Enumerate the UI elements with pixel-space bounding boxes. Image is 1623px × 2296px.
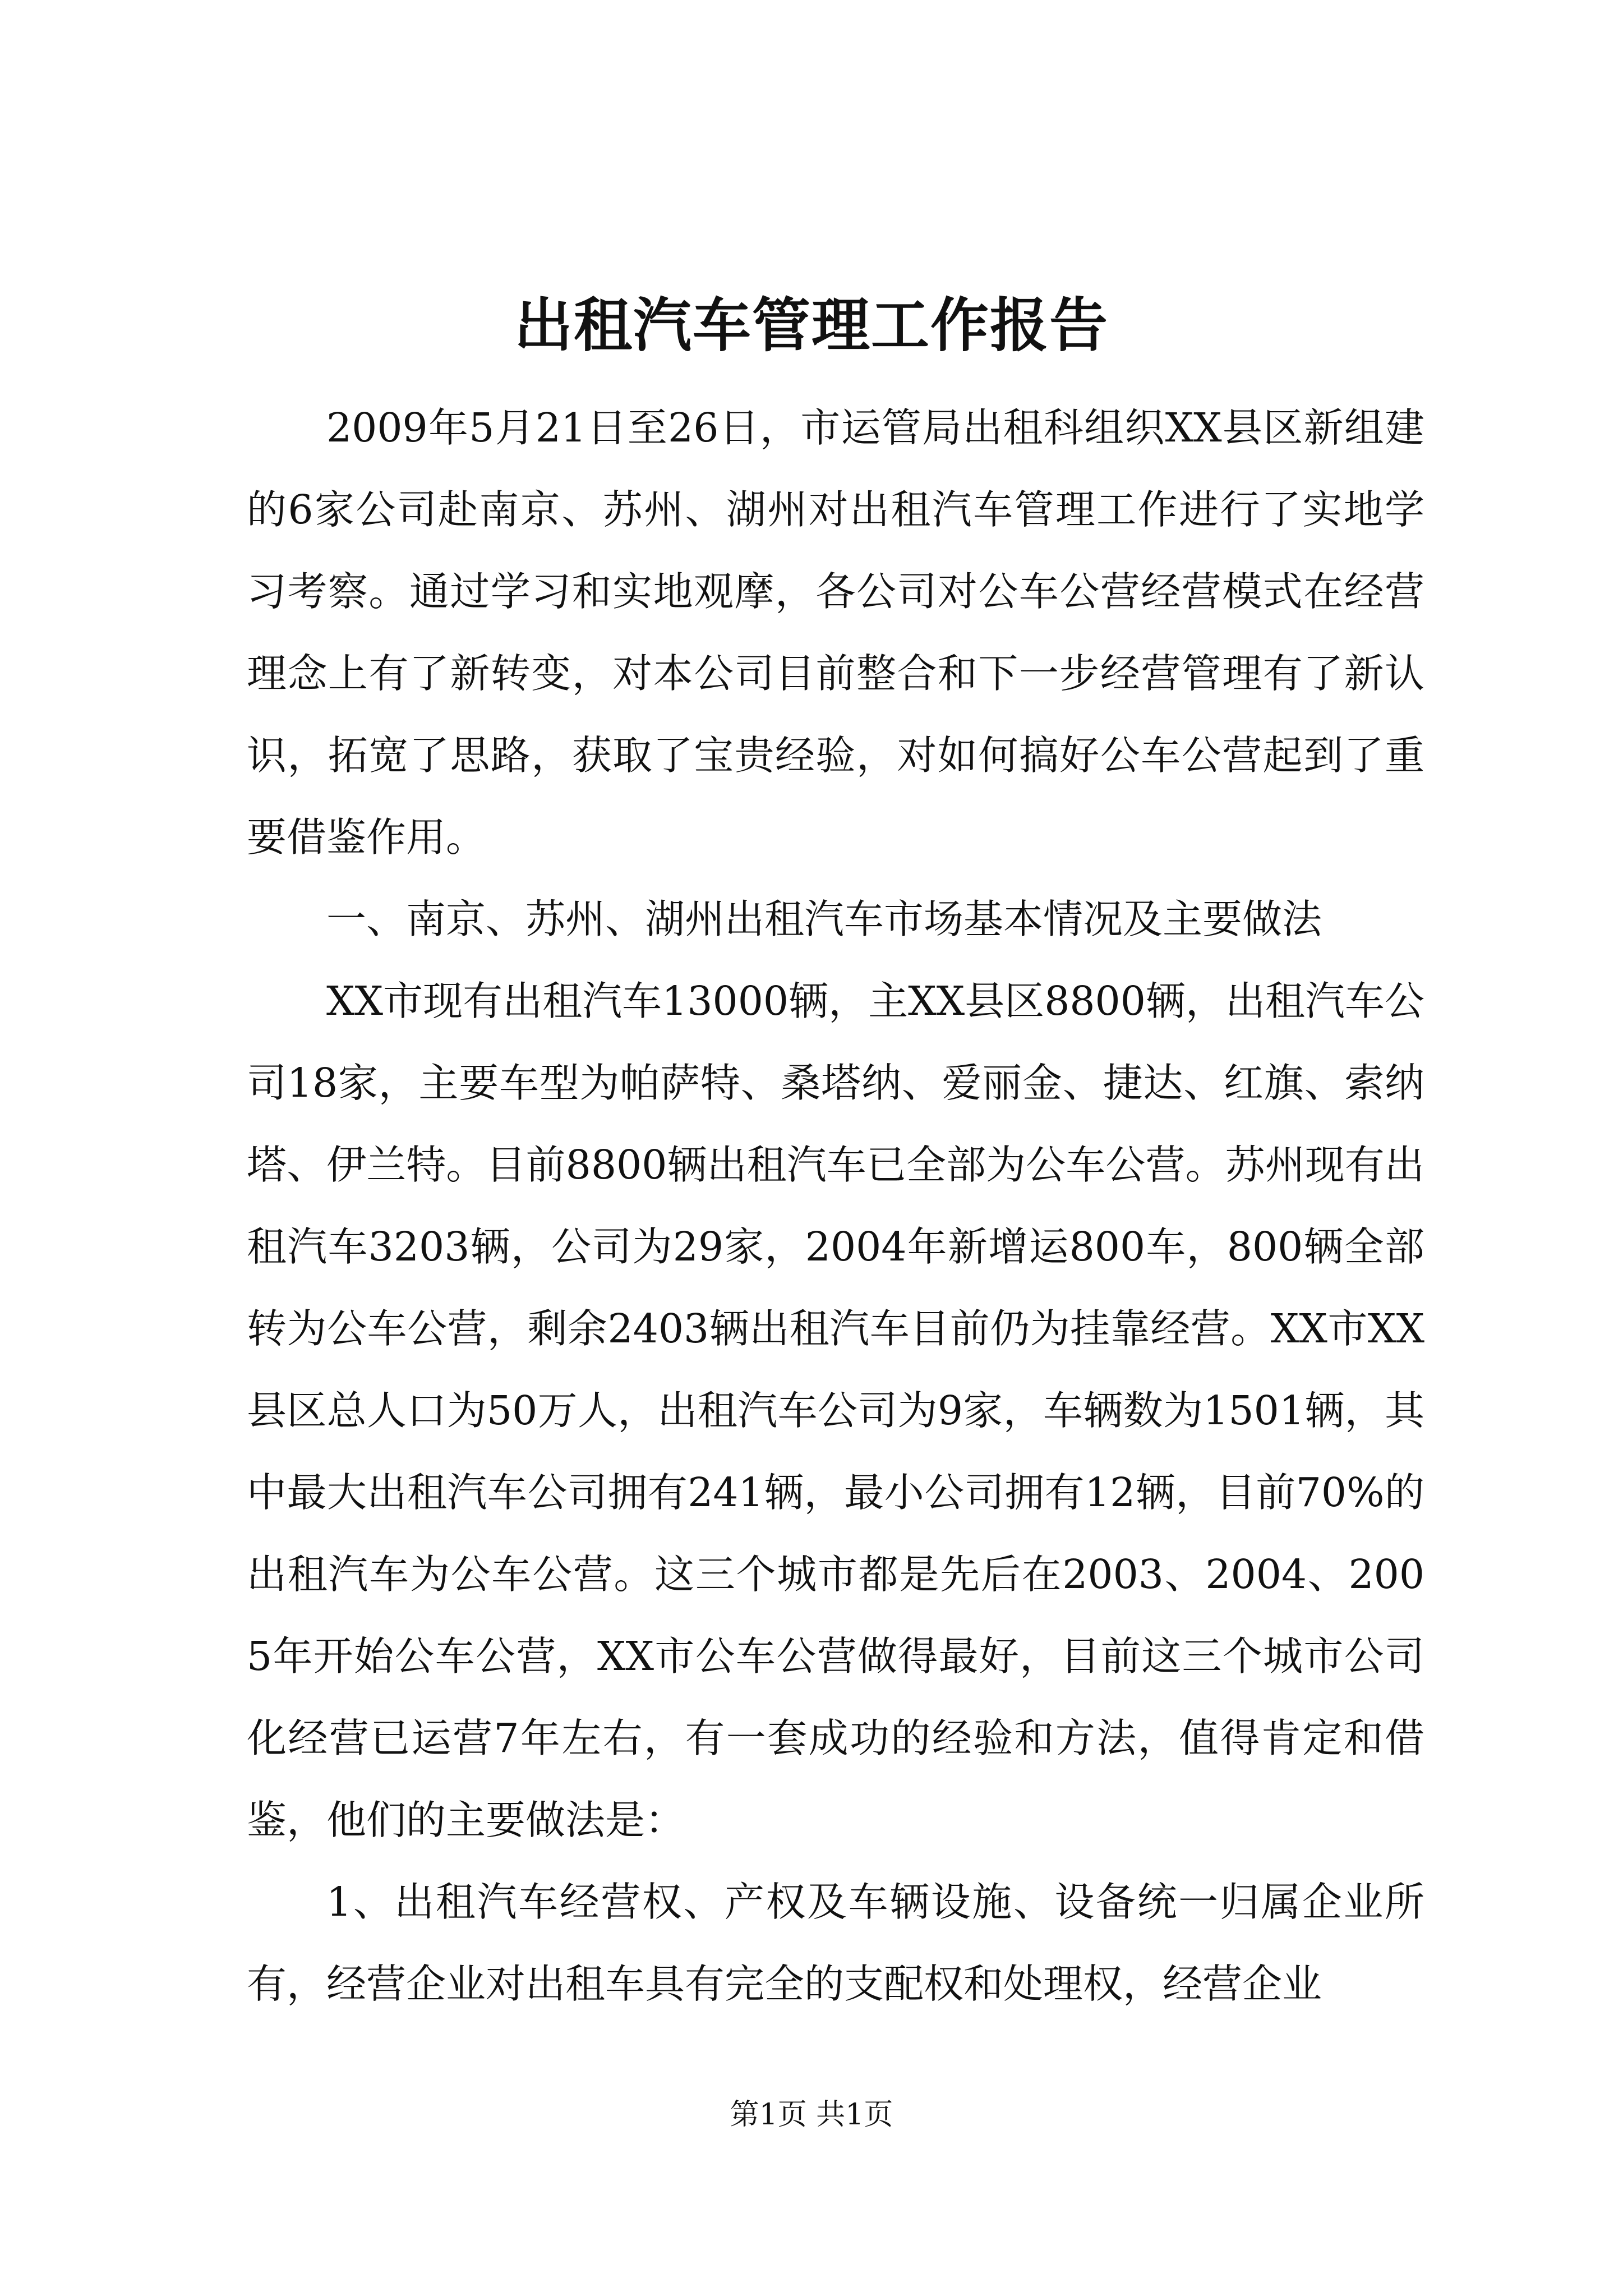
document-title: 出租汽车管理工作报告 [514, 291, 1109, 360]
intro-paragraph: 2009年5月21日至26日，市运管局出租科组织XX县区新组建的6家公司赴南京、苏州、湖州对出租汽车管理工作进行了实地学习考察。通过学习和实地观摩，各公司对公车公营经营模式在经营理念上有了新转变，对本公司目前整合和下一步经营管理有了新认识，拓宽了思路，获取了宝贵经验，对如何搞好公车公营起到了重要借鉴作用。 [247, 404, 1424, 861]
section-heading: 一、南京、苏州、湖州出租汽车市场基本情况及主要做法 [326, 896, 1322, 942]
market-situation-paragraph: XX市现有出租汽车13000辆，主XX县区8800辆，出租汽车公司18家，主要车型为帕萨特、桑塔纳、爱丽金、捷达、红旗、索纳塔、伊兰特。目前8800辆出租汽车已全部为公车公营。苏州现有出租汽车3203辆，公司为29家，2004年新增运800车，800辆全部转为公车公营，剩余2403辆出租汽车目前仍为挂靠经营。XX市XX县区总人口为50万人，出租汽车公司为9家，车辆数为1501辆，其中最大出租汽车公司拥有241辆，最小公司拥有12辆，目前70%的出租汽车为公车公营。这三个城市都是先后在2003、2004、2005年开始公车公营，XX市公车公营做得最好，目前这三个城市公司化经营已运营7年左右，有一套成功的经验和方法，值得肯定和借鉴，他们的主要做法是： [247, 978, 1424, 1843]
page-footer: 第1页 共1页 [730, 2098, 893, 2132]
method-item-1-paragraph: 1、出租汽车经营权、产权及车辆设施、设备统一归属企业所有，经营企业对出租车具有完全的支配权和处理权，经营企业 [247, 1879, 1424, 2007]
document-body [247, 387, 1424, 2025]
